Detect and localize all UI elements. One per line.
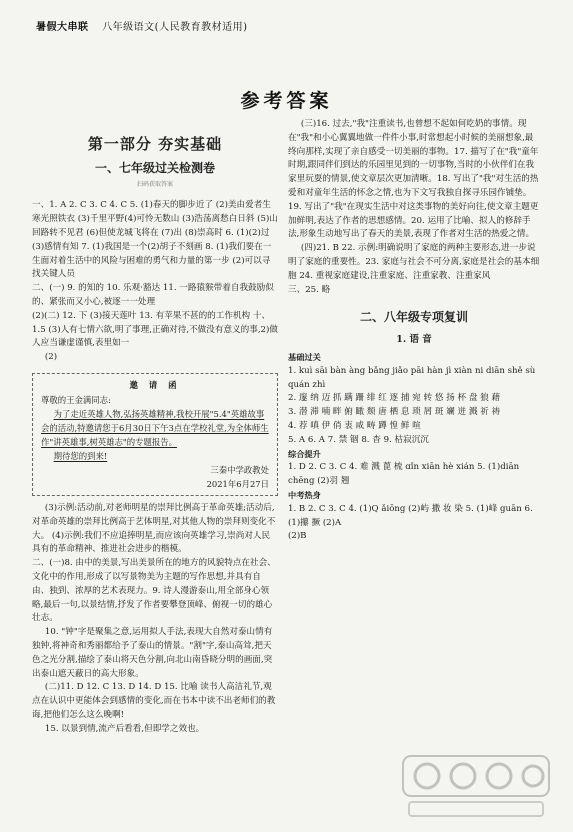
answer-paragraph: 10. "钟"字是聚集之意,运用拟人手法,表现大自然对泰山情有独钟,将神奇和秀丽都给予了泰山的情景。"割"字,泰山高耸,把天色之光分割,描绘了泰山将天色分割,向北山南昏晓分明的画面,突出泰山遮天蔽日的高大形象。: [32, 627, 273, 679]
label-zhongkao: 中考热身: [288, 489, 321, 500]
answer-line: 2. 邃 纳 迈 抓 蹒 跚 绯 红 逐 捕 宛 转 悠 扬 杯 盘 狼 藉: [288, 393, 501, 404]
invitation-closing: 期待您的到来!: [53, 450, 108, 461]
page-title: 参考答案: [240, 90, 333, 112]
right-column: [288, 118, 540, 544]
answer-paragraph: (四)21. B 22. 示例:明确说明了家庭的两种主要形态,进一步说明了家庭的重要性。23. 家庭与社会不可分离,家庭是社会的基本细胞 24. 重视家庭建设,注重家庭、注重家教、注重家风: [288, 243, 540, 281]
answer-paragraph: (2): [44, 352, 58, 363]
answer-line: 1. B 2. C 3. C 4. (1)Q ǎiōng (2)屿 撒 妆 染 5. (1)峰 guān 6. (1)攥 撅 (2)A: [288, 503, 533, 528]
header-series: 暑假大串联: [36, 22, 89, 33]
answer-line: 5. A 6. A 7. 禁 锢 8. 杳 9. 枯寂沉沉: [288, 434, 429, 445]
answer-paragraph: (3)示例:活动前,对老师明星的崇拜比例高于革命英雄;活动后,对革命英雄的崇拜比例高于艺体明星,对其他人物的崇拜则变化不大。 (4)示例:我们不应追捧明星,而应该向英雄学习,崇尚对人民具有的革命精神、推进社会进步的楷模。: [32, 502, 276, 555]
answer-paragraph: (2)(二) 12. 下 (3)接天莲叶 13. 有苹果不甚的的工作机构 十、1.5 (3)人有七情六欲,明了事理,正确对待,不做没有意义的事,2)做人应当谦虚谨慎,表里如一: [32, 310, 278, 349]
invitation-body: 为了走近英雄人物,弘扬英雄精神,我校开展"5.4"英雄故事会的活动,特邀请您于6月30日下午3点在学校礼堂,为全体师生作"讲英雄事,树英雄志"的专题报告。: [41, 408, 269, 447]
answer-paragraph: 二、(一)8. 由中的美景,写出美景所在的地方的风貌特点在社会、文化中的作用,形成了以写景物美为主题的写作思想,并具有自由、独到、浓厚的艺术表现力。9. 诗人漫游泰山,用全部身心领略,最后一句,以景结情,抒发了作者要攀登顶峰、俯视一切的雄心壮志。: [32, 558, 276, 624]
page-header: [36, 18, 536, 33]
answer-paragraph: 15. 以景到情,流产后看看,但即学之效也。: [44, 723, 205, 734]
answer-paragraph: 二、(一) 9. 的知的 10. 乐观·豁达 11. 一路猿猴带着自我鼓励似的、紧张而又小心,被逐一一处理: [32, 283, 274, 307]
left-column: [32, 118, 278, 737]
invitation-greeting: 尊敬的王金满同志:: [41, 394, 111, 405]
invitation-box: [32, 373, 278, 496]
answer-line: 3. 潜 滞 喃 畔 俯 瞰 颓 唐 栖 息 琐 屑 斑 斓 迸 溅 祈 祷: [288, 407, 501, 418]
part-heading: 第一部分 夯实基础: [87, 135, 223, 153]
answer-line: 1. kuì sāi bàn àng bǎng jiǎo pāi hàn jì xiàn ni diān shě sù quán zhì: [288, 365, 536, 390]
header-subtitle: 八年级语文(人民教育教材适用): [102, 22, 248, 33]
answer-line: (2)B: [288, 531, 307, 542]
label-zonghe: 综合提升: [288, 448, 321, 459]
label-jichu: 基础过关: [288, 351, 321, 362]
answer-paragraph: (三)16. 过去,"我"注重读书,也曾想不起如何吃奶的事情。现在"我"和小心翼翼地做一件件小事,时常想起小时候的美丽想象,最终向那样,实现了亲自感受一切美丽的事物。17. 描写了在"我"童年时期,跟同伴们到达的乐园里见到的一切事物,当时的小伙伴们在我家里玩耍的情景,使文章层次更加清晰。18. 写出了"我"对生活的热爱和对童年生活的怀念之情,也为下文写我独自探寻乐园作铺垫。19. 写出了"我"在现实生活中对这类事物的美好向往,使文章主题更加鲜明,表达了作者的思想感情。20. 运用了比喻、拟人的修辞手法,形象生动地写出了春天的美景,表现了作者对生活的热爱之情。: [288, 119, 539, 240]
watermark-logo-icon: [401, 752, 551, 820]
answer-line: 1. D 2. C 3. C 4. 难 溅 蓖 梳 ɑǐn xiān hè xián 5. (1)diān chēng (2)羽 翘: [288, 462, 520, 487]
invitation-org: 三秦中学政教处: [210, 464, 269, 475]
answer-line: 4. 荐 嗔 伊 俏 衷 咸 畴 蹲 惶 鲜 喧: [288, 420, 421, 431]
invitation-date: 2021年6月27日: [206, 478, 269, 489]
part2-heading: 二、八年级专项复训: [359, 310, 468, 325]
invitation-title: 邀 请 函: [129, 379, 181, 390]
subsection-heading: 1. 语 音: [396, 334, 432, 346]
answer-paragraph: 一、1. A 2. C 3. C 4. C 5. (1)春天的脚步近了 (2)美由爱者生 寒光照铁衣 (3)千里平野(4)可怜无数山 (3)浩荡离愁白日斜 (5)山回路转不见君 (6)但使龙城飞将在 (7)出 (8)崇高时 6. (1)(2)过 (3)感情有知 7. (1)我国是一个(2)胡子不刻画 8. (1)我们要在一生面对着生活中的风险与困难的勇气和力量的第一步 (2)可以寻找关键人员: [32, 200, 278, 280]
answer-paragraph: 三、25. 略: [288, 284, 331, 295]
answer-paragraph: (二)11. D 12. C 13. D 14. D 15. 比喻 读书人高洁礼节,观点在认识中更能体会到感情的变化,而在书本中读不出老师们的教诲,把他们怎么这么晚啊!: [32, 682, 276, 720]
qr-stamp-text: 扫码获取答案: [136, 180, 173, 188]
section-heading: 一、七年级过关检测卷: [94, 160, 215, 175]
